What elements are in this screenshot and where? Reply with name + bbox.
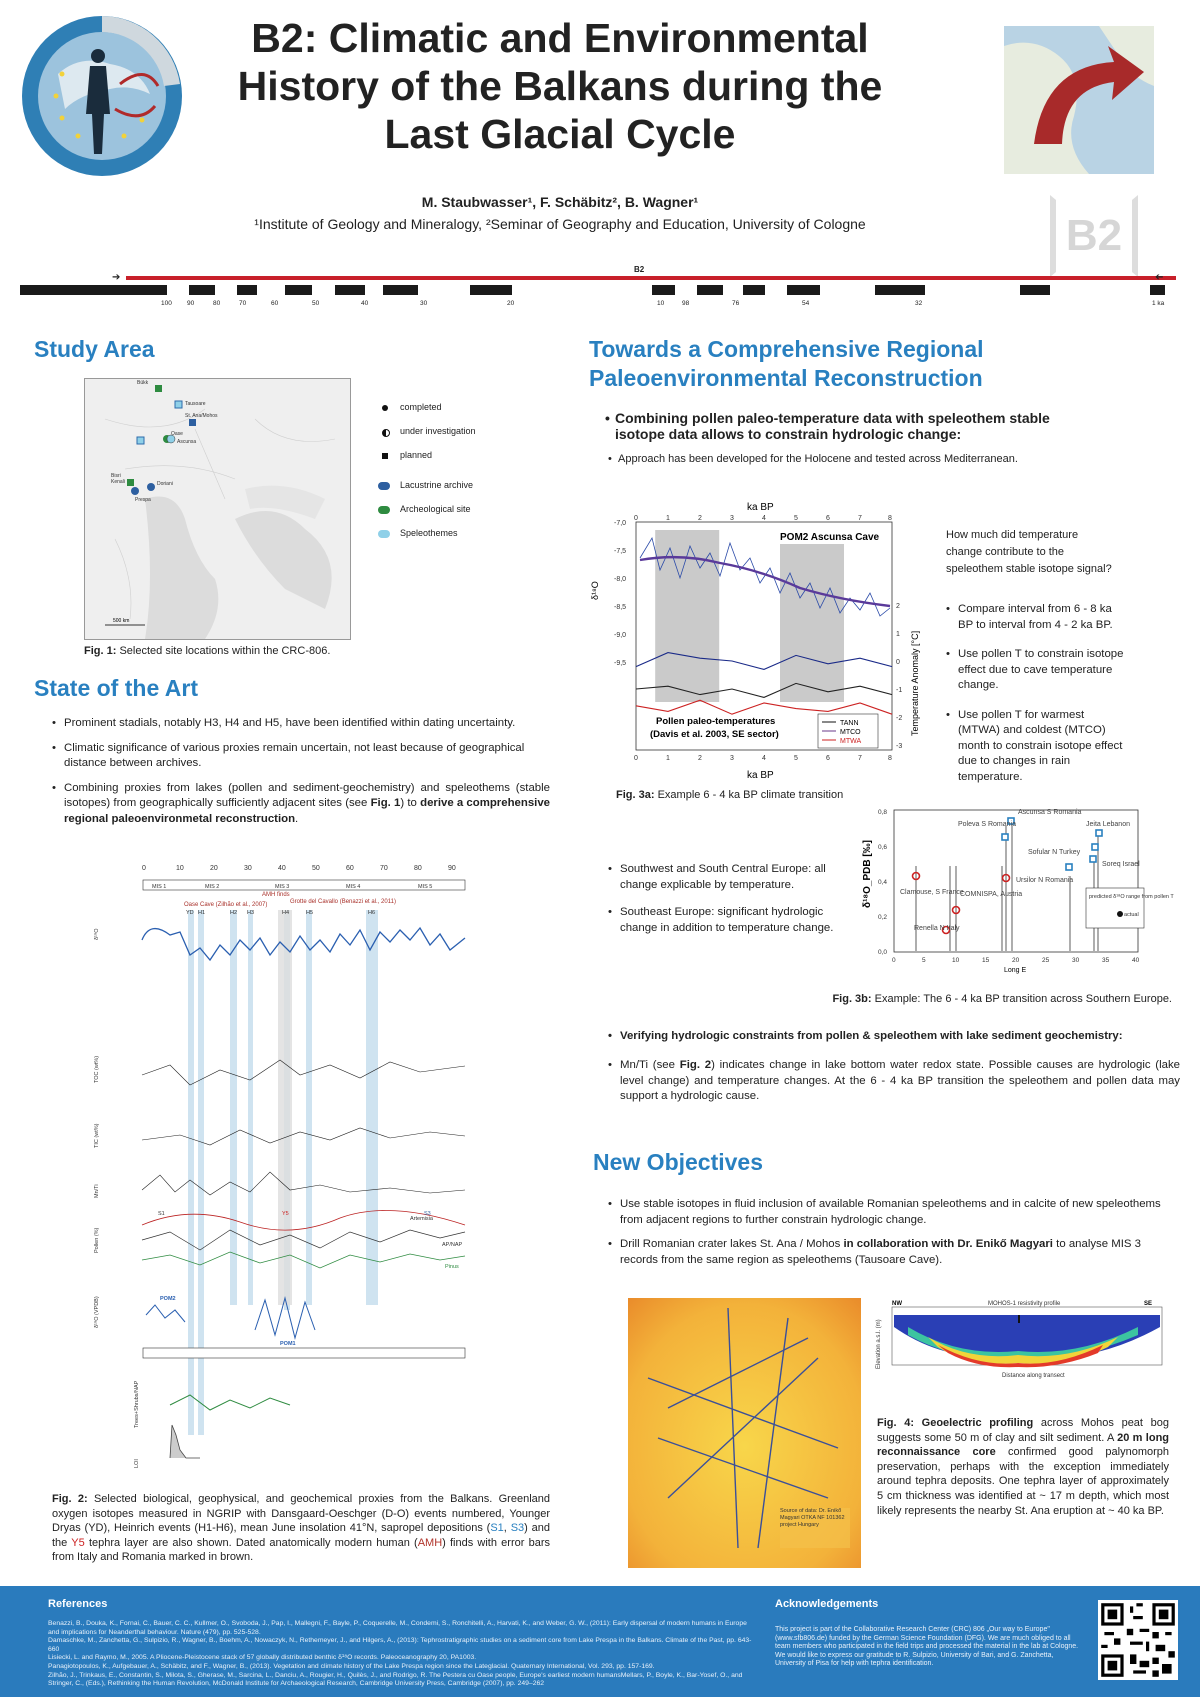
fig1-caption: Fig. 1: Selected site locations within the CRC-806.	[84, 645, 331, 657]
timeline-tick: 20	[507, 300, 515, 307]
svg-text:COMNISPA, Austria: COMNISPA, Austria	[960, 891, 1023, 898]
svg-text:TANN: TANN	[840, 720, 859, 727]
svg-text:Long E: Long E	[1004, 967, 1027, 974]
svg-text:Y5: Y5	[282, 1211, 289, 1217]
svg-text:15: 15	[982, 957, 990, 964]
reference-item: Panagiotopoulos, K., Aufgebauer, A., Schäbitz, and F., Wagner, B., (2013). Vegetation and climate history of the Lake Prespa region since the Lateglacial. Quaternary International, Vol. 293, pp. 157-169.	[48, 1662, 655, 1670]
svg-text:-1: -1	[896, 687, 903, 694]
svg-text:30: 30	[244, 865, 252, 872]
question-text: How much did temperature change contribute to the speleothem stable isotope signal?	[946, 529, 1112, 575]
svg-text:0,6: 0,6	[878, 844, 888, 851]
timeline-tick: 60	[271, 300, 279, 307]
svg-text:MIS 3: MIS 3	[275, 884, 290, 890]
svg-text:2: 2	[698, 515, 702, 522]
svg-text:NW: NW	[892, 1301, 902, 1307]
svg-text:20: 20	[1012, 957, 1020, 964]
svg-text:0: 0	[142, 865, 146, 872]
svg-text:H2: H2	[230, 910, 238, 916]
reference-item: Benazzi, B., Douka, K., Fornai, C., Bauer, C. C., Kullmer, O., Svoboda, J., Pap, I., Mallegni, F., Bayle, P., Coquerelle, M., Condemi, S., Ronchitelli, A., Harvati, K., and Weber, G. W., (2011): Early dispersal of modern humans in Europe and implications for Neanderthal behaviour. Nature (479), pp. 525-528.	[48, 1620, 747, 1636]
svg-text:AMH finds: AMH finds	[262, 892, 290, 898]
svg-text:0: 0	[634, 515, 638, 522]
svg-text:ka BP: ka BP	[747, 770, 774, 781]
svg-text:60: 60	[346, 865, 354, 872]
verify-bold: • Verifying hydrologic constraints from pollen & speleothem with lake sediment geochemistry:	[608, 1030, 1123, 1042]
svg-text:Artemisia: Artemisia	[410, 1216, 433, 1222]
svg-text:SE: SE	[1144, 1301, 1153, 1307]
svg-text:5: 5	[922, 957, 926, 964]
bullet: • Southeast Europe: significant hydrologic change in addition to temperature change.	[608, 905, 844, 936]
svg-text:10: 10	[952, 957, 960, 964]
timeline-tick: 10	[657, 300, 665, 307]
europe-bullets	[608, 862, 844, 945]
svg-text:0,2: 0,2	[878, 914, 888, 921]
svg-text:20: 20	[210, 865, 218, 872]
svg-text:Oase Cave (Zilhão et al., 2007: Oase Cave (Zilhão et al., 2007)	[184, 902, 268, 908]
bullet: • Use stable isotopes in fluid inclusion of available Romanian speleothems and in calcite of new speleothems from adjacent regions to further constrain hydrologic change.	[608, 1197, 1163, 1228]
svg-text:35: 35	[1102, 957, 1110, 964]
svg-text:Distance along transect: Distance along transect	[1002, 1373, 1065, 1379]
reference-item: Zilhão, J., Trinkaus, E., Constantin, S., Milota, S., Gherase, M., Sarcina, L., Danciu, A., Rougier, H., Quilès, J., and Rodrigo, R. The Pestera cu Oase people, Europe's earliest modern humansMellars, P., Boyle, K., Bar-Yosef, O., and Stringer, C., (Eds.), Rethinking the Human Revolution, McDonald Institute for Archaeological Research, Cambridge University Press, Cambridge (2007), pp. 249–262	[48, 1671, 743, 1688]
svg-text:7: 7	[858, 755, 862, 762]
svg-text:LOI: LOI	[134, 1459, 140, 1468]
svg-text:(Davis et al. 2003, SE sector): (Davis et al. 2003, SE sector)	[650, 729, 779, 740]
svg-text:Temperature Anomaly [°C]: Temperature Anomaly [°C]	[910, 630, 920, 736]
svg-text:-8,5: -8,5	[614, 604, 627, 611]
svg-text:Prespa: Prespa	[135, 497, 151, 503]
bullet: • Prominent stadials, notably H3, H4 and H5, have been identified within dating uncertainty.	[52, 716, 550, 732]
svg-text:MTCO: MTCO	[840, 729, 861, 736]
references-heading: References	[48, 1598, 108, 1610]
state-of-art-heading: State of the Art	[34, 675, 198, 701]
study-area-legend: completed under investigation planned Lacustrine archive Archeological site Speleothemes	[378, 402, 528, 552]
fig2-figure	[90, 860, 490, 1482]
svg-text:500 km: 500 km	[113, 618, 130, 624]
reference-item: Damaschke, M., Zanchetta, G., Sulpizio, R., Wagner, B., Boehm, A., Nowaczyk, N., Rethemeyer, J., and Hilgers, A., (2013): Tephrostratigraphic studies on a sediment core from Lake Prespa in the Balkans. Climate of the Past, pp. 643-660	[48, 1637, 752, 1653]
timeline-label: B2	[634, 265, 645, 274]
timeline-tick: 76	[732, 300, 740, 307]
verify-text: • Mn/Ti (see Fig. 2) indicates change in lake bottom water redox state. Possible causes are hydrologic (lake level change) and temperature changes. At the 6 - 4 ka BP transition the speleothem and pollen data may support a hydrologic cause.	[608, 1059, 1181, 1102]
study-area-heading: Study Area	[34, 336, 155, 362]
svg-text:-9,5: -9,5	[614, 660, 627, 667]
svg-text:Ascunsa S Romania: Ascunsa S Romania	[1018, 809, 1082, 816]
svg-text:40: 40	[278, 865, 286, 872]
acknowledgements-heading: Acknowledgements	[775, 1598, 879, 1610]
svg-text:TIC (wt%): TIC (wt%)	[94, 1123, 100, 1148]
svg-text:8: 8	[888, 755, 892, 762]
fig4-profile	[868, 1297, 1170, 1397]
acknowledgements-text: This project is part of the Collaborative Research Center (CRC) 806 „Our way to Europe" (www.sfb806.de) funded by the German Science Foundation (DFG). We are much obliged to all team members who participated in the field trips and processed the material in the lab at Cologne. We would like to express our gratitude to R. Sulpizio, University of Bari, and G. Zanchetta, University of Pisa for help with tephra identification.	[775, 1626, 1079, 1668]
svg-text:ka BP: ka BP	[747, 502, 774, 513]
question-bullets	[946, 602, 1124, 794]
svg-text:2: 2	[896, 603, 900, 610]
svg-text:6: 6	[826, 515, 830, 522]
svg-text:4: 4	[762, 515, 766, 522]
svg-text:H6: H6	[368, 910, 376, 916]
b2-logo: B2	[1050, 195, 1138, 277]
state-of-art-bullets	[52, 716, 550, 836]
svg-text:S1: S1	[158, 1211, 165, 1217]
svg-text:Sofular N Turkey: Sofular N Turkey	[1028, 849, 1081, 856]
svg-text:-2: -2	[896, 715, 903, 722]
svg-text:Doriani: Doriani	[157, 481, 173, 487]
svg-text:70: 70	[380, 865, 388, 872]
svg-text:25: 25	[1042, 957, 1050, 964]
svg-text:1: 1	[666, 755, 670, 762]
svg-text:H4: H4	[282, 910, 290, 916]
svg-text:MIS 5: MIS 5	[418, 884, 433, 890]
svg-text:0: 0	[892, 957, 896, 964]
bullet: • Combining proxies from lakes (pollen and sediment-geochemistry) and speleothems (stable isotopes) from geographically sufficiently adjacent sites (see Fig. 1) to derive a comprehensive regional paleoenvironmetal reconstruction.	[52, 781, 550, 828]
timeline-tick: 90	[187, 300, 195, 307]
svg-text:Ursilor N Romania: Ursilor N Romania	[1016, 877, 1074, 884]
svg-text:Elevation a.s.l. (m): Elevation a.s.l. (m)	[876, 1319, 882, 1369]
site-tausoare: Tausoare	[185, 401, 206, 407]
svg-text:10: 10	[176, 865, 184, 872]
svg-text:-7,5: -7,5	[614, 548, 627, 555]
timeline-tick: 70	[239, 300, 247, 307]
objectives-bullets	[608, 1197, 1163, 1277]
svg-text:3: 3	[730, 515, 734, 522]
svg-text:MIS 4: MIS 4	[346, 884, 361, 890]
svg-text:3: 3	[730, 755, 734, 762]
timeline: B2 ➔ ➔ 100 90 80 70 60 50 40 30 20 10 98 76 54 32 1 ka	[20, 270, 1165, 315]
svg-text:0,0: 0,0	[878, 949, 888, 956]
svg-text:1: 1	[896, 631, 900, 638]
svg-text:δ¹⁸O: δ¹⁸O	[94, 928, 100, 940]
towards-heading: Towards a Comprehensive Regional Paleoenvironmental Reconstruction	[589, 336, 984, 391]
svg-text:S3: S3	[424, 1211, 431, 1217]
svg-text:MTWA: MTWA	[840, 738, 862, 745]
timeline-tick: 32	[915, 300, 923, 307]
svg-text:H5: H5	[306, 910, 314, 916]
svg-text:AP/NAP: AP/NAP	[442, 1242, 463, 1248]
timeline-tick: 80	[213, 300, 221, 307]
towards-bullet-bold: • Combining pollen paleo-temperature data with speleothem stable isotope data allows to constrain hydrologic change:	[605, 410, 1050, 442]
svg-text:H1: H1	[198, 910, 206, 916]
svg-text:Pollen paleo-temperatures: Pollen paleo-temperatures	[656, 716, 776, 727]
svg-text:Oase: Oase	[171, 431, 183, 437]
timeline-tick: 1 ka	[1152, 300, 1165, 307]
series-line-mtwa	[636, 700, 892, 714]
svg-text:Ascunsa: Ascunsa	[177, 439, 197, 445]
map-source-note: Source of data: Dr. Enikő Magyari OTKA NF 101362 project Hungary	[780, 1508, 845, 1528]
cosmos-logo	[20, 14, 184, 178]
footer	[0, 1586, 1200, 1697]
bullet: • Use pollen T to constrain isotope effect due to cave temperature change.	[946, 647, 1124, 694]
svg-text:7: 7	[858, 515, 862, 522]
svg-text:2: 2	[698, 755, 702, 762]
svg-text:predicted δ¹⁸O range from poll: predicted δ¹⁸O range from pollen T	[1089, 894, 1174, 900]
svg-text:δ¹⁸O_PDB [‰]: δ¹⁸O_PDB [‰]	[862, 839, 873, 908]
bullet: • Use pollen T for warmest (MTWA) and coldest (MTCO) month to constrain isotope effect due to changes in rain temperature.	[946, 708, 1124, 786]
svg-text:POM1: POM1	[280, 1341, 296, 1347]
svg-text:5: 5	[794, 755, 798, 762]
fig3b-chart	[858, 806, 1174, 986]
svg-text:St. Ana/Mohos: St. Ana/Mohos	[185, 413, 218, 419]
poster-title: B2: Climatic and Environmental History of the Balkans during the Last Glacial Cycle	[237, 15, 883, 157]
svg-text:-9,0: -9,0	[614, 632, 627, 639]
bullet: • Southwest and South Central Europe: all change explicable by temperature.	[608, 862, 844, 893]
objectives-heading: New Objectives	[593, 1149, 764, 1175]
svg-text:80: 80	[414, 865, 422, 872]
svg-text:MOHOS-1 resistivity profile: MOHOS-1 resistivity profile	[988, 1301, 1061, 1307]
svg-text:4: 4	[762, 755, 766, 762]
svg-text:δ¹⁸O: δ¹⁸O	[590, 581, 600, 600]
svg-text:TOC (wt%): TOC (wt%)	[94, 1055, 100, 1083]
svg-text:-3: -3	[896, 743, 903, 750]
svg-text:0: 0	[634, 755, 638, 762]
svg-text:Bisri: Bisri	[111, 473, 121, 479]
timeline-tick: 50	[312, 300, 320, 307]
fig4-map	[628, 1298, 861, 1568]
reference-item: Lisiecki, L. and Raymo, M., 2005. A Pliocene-Pleistocene stack of 57 globally distributed benthic δ¹⁸O records. Paleoceanography 20, PA1003.	[48, 1654, 477, 1662]
svg-text:YD: YD	[186, 910, 194, 916]
svg-text:POM2 Ascunsa Cave: POM2 Ascunsa Cave	[780, 532, 880, 543]
svg-text:5: 5	[794, 515, 798, 522]
authors: M. Staubwasser¹, F. Schäbitz², B. Wagner¹	[421, 194, 699, 210]
timeline-tick: 98	[682, 300, 690, 307]
bullet: • Climatic significance of various proxies remain uncertain, not least because of geographical distance between archives.	[52, 741, 550, 772]
svg-text:Pollen (%): Pollen (%)	[94, 1227, 100, 1253]
svg-text:0: 0	[896, 659, 900, 666]
timeline-tick: 30	[420, 300, 428, 307]
map-arrow-logo	[1004, 26, 1154, 174]
svg-text:actual: actual	[1124, 912, 1139, 918]
fig3b-caption: Fig. 3b: Example: The 6 - 4 ka BP transition across Southern Europe.	[832, 993, 1172, 1005]
bullet: • Compare interval from 6 - 8 ka BP to interval from 4 - 2 ka BP.	[946, 602, 1124, 633]
svg-text:Kenali: Kenali	[111, 479, 125, 485]
bullet: • Drill Romanian crater lakes St. Ana / Mohos in collaboration with Dr. Enikő Magyari to analyse MIS 3 records from the same region as speleothems (Tausoare Cave).	[608, 1237, 1163, 1268]
svg-text:6: 6	[826, 755, 830, 762]
svg-text:Renella N Italy: Renella N Italy	[914, 925, 960, 932]
svg-text:90: 90	[448, 865, 456, 872]
svg-text:Soreq Israel: Soreq Israel	[1102, 861, 1140, 868]
fig2-caption: Fig. 2: Selected biological, geophysical, and geochemical proxies from the Balkans. Greenland oxygen isotopes measured in NGRIP with Dansgaard-Oeschger (D-O) events numbered, Younger Dryas (YD), Heinrich events (H1-H6), mean June insolation 41°N, sapropel depositions (S1, S3) and the Y5 tephra layer are also shown. Dated anatomically modern human (AMH) finds with error bars from Italy and Romania marked in brown.	[52, 1493, 550, 1563]
svg-text:H3: H3	[247, 910, 255, 916]
svg-text:30: 30	[1072, 957, 1080, 964]
timeline-tick: 100	[161, 300, 172, 307]
svg-text:Clamouse, S France: Clamouse, S France	[900, 889, 964, 896]
svg-text:Poleva S Romania: Poleva S Romania	[958, 821, 1016, 828]
svg-text:0,4: 0,4	[878, 879, 888, 886]
svg-text:1: 1	[666, 515, 670, 522]
fig3a-caption: Fig. 3a: Example 6 - 4 ka BP climate transition	[616, 789, 844, 801]
svg-text:MIS 1: MIS 1	[152, 884, 167, 890]
fig3a-chart	[590, 498, 930, 788]
fig4-caption: Fig. 4: Geoelectric profiling across Mohos peat bog suggests some 50 m of clay and silt sediment. A 20 m long reconnaissance core confirmed good palynomorph preservation, perhaps with the exception immediately around tephra deposits. One tephra layer of approximately 5 cm thickness was identified at ~ 17 m depth, which most likely represents the nearby St. Ana eruption at ~ 40 ka BP.	[877, 1417, 1170, 1517]
timeline-tick: 54	[802, 300, 810, 307]
study-area-map	[84, 378, 351, 640]
timeline-tick: 40	[361, 300, 369, 307]
affiliation: ¹Institute of Geology and Mineralogy, ²Seminar of Geography and Education, University of Cologne	[254, 216, 866, 232]
svg-text:Grotte del Cavallo (Benazzi et: Grotte del Cavallo (Benazzi et al., 2011)	[290, 899, 396, 905]
svg-text:POM2: POM2	[160, 1296, 176, 1302]
svg-text:Pinus: Pinus	[445, 1264, 459, 1270]
svg-text:40: 40	[1132, 957, 1140, 964]
towards-bullet-small: • Approach has been developed for the Holocene and tested across Mediterranean.	[608, 453, 1018, 465]
svg-text:-7,0: -7,0	[614, 520, 627, 527]
svg-text:Mn/Ti: Mn/Ti	[94, 1184, 100, 1198]
qr-code[interactable]	[1098, 1600, 1178, 1680]
svg-text:0,8: 0,8	[878, 809, 888, 816]
svg-text:Bükk: Bükk	[137, 380, 149, 386]
svg-text:8: 8	[888, 515, 892, 522]
shaded-interval	[780, 544, 844, 702]
svg-text:50: 50	[312, 865, 320, 872]
svg-text:Jeita Lebanon: Jeita Lebanon	[1086, 821, 1130, 828]
svg-text:MIS 2: MIS 2	[205, 884, 220, 890]
svg-text:δ¹⁸O (VPDB): δ¹⁸O (VPDB)	[94, 1296, 100, 1328]
svg-text:-8,0: -8,0	[614, 576, 627, 583]
svg-text:Trees+Shrubs/NAP: Trees+Shrubs/NAP	[134, 1380, 140, 1428]
